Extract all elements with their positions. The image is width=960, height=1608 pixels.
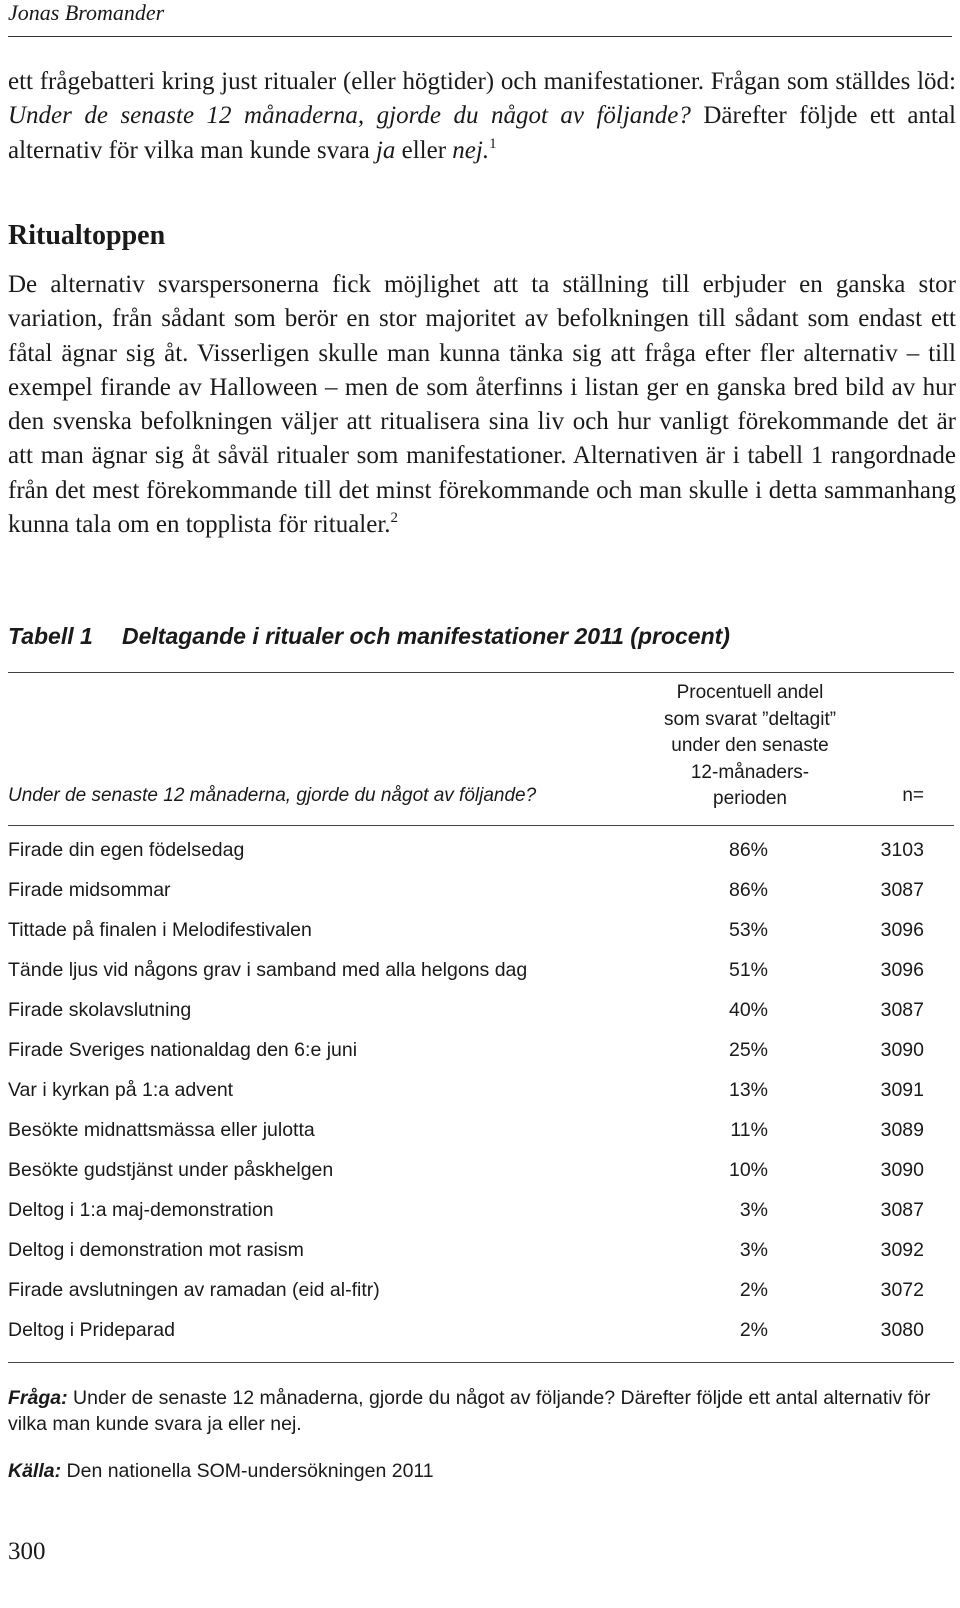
row-n: 3096 bbox=[880, 919, 924, 941]
running-head: Jonas Bromander bbox=[8, 0, 165, 25]
column-header-percent bbox=[640, 680, 860, 813]
row-n: 3087 bbox=[880, 879, 924, 901]
intro-question: Under de senaste 12 månaderna, gjorde du något av följande? bbox=[8, 102, 691, 130]
table-row bbox=[8, 919, 924, 959]
row-percent: 86% bbox=[728, 839, 768, 861]
table-row bbox=[8, 1039, 924, 1079]
table-row bbox=[8, 1199, 924, 1239]
row-percent: 3% bbox=[739, 1239, 768, 1261]
row-label: Firade Sveriges nationaldag den 6:e juni bbox=[8, 1039, 358, 1061]
table-bottom-rule bbox=[8, 1362, 954, 1363]
row-label: Firade midsommar bbox=[8, 879, 171, 901]
column-header-percent-line: som svarat ”deltagit” bbox=[663, 708, 837, 730]
row-n: 3090 bbox=[880, 1039, 924, 1061]
intro-nej: nej. bbox=[452, 136, 490, 164]
row-label: Besökte midnattsmässa eller julotta bbox=[8, 1119, 315, 1141]
table-row bbox=[8, 959, 924, 999]
row-percent: 51% bbox=[728, 959, 768, 981]
row-percent: 86% bbox=[728, 879, 768, 901]
body-paragraph bbox=[8, 268, 956, 542]
row-percent: 25% bbox=[728, 1039, 768, 1061]
row-percent: 3% bbox=[739, 1199, 768, 1221]
row-label: Deltog i 1:a maj-demonstration bbox=[8, 1199, 274, 1221]
header-rule bbox=[8, 36, 952, 37]
table-row bbox=[8, 999, 924, 1039]
body-text: De alternativ svarspersonerna fick möjlighet att ta ställning till erbjuder en ganska stor variation, från sådant som berör en stor majoritet av befolkningen till sådant som endast ett fåtal ägnar sig åt. Visserligen skulle man kunna tänka sig att fråga efter fler alternativ – till exempel firande av Halloween – men de som återfinns i listan ger en ganska bred bild av hur den svenska befolkningen väljer att ritualisera sina liv och hur vanligt förekommande det är att man ägnar sig åt såväl ritualer som manifestationer. Alternativen är i tabell 1 rangordnade från det mest förekommande till det minst förekommande och man skulle i detta sammanhang kunna tala om en topplista för ritualer. bbox=[8, 271, 956, 539]
row-n: 3087 bbox=[880, 1199, 924, 1221]
table-note-source bbox=[8, 1458, 948, 1484]
column-header-n: n= bbox=[902, 785, 924, 806]
footnote-ref-2[interactable]: 2 bbox=[390, 510, 399, 527]
intro-text-c: eller bbox=[395, 136, 453, 164]
intro-text-b: Därefter följde ett antal alternativ för vilka man kunde svara bbox=[8, 102, 956, 164]
row-percent: 2% bbox=[739, 1279, 768, 1301]
footnote-ref-1[interactable]: 1 bbox=[489, 135, 497, 152]
row-n: 3087 bbox=[880, 999, 924, 1021]
row-n: 3096 bbox=[880, 959, 924, 981]
table-row bbox=[8, 1159, 924, 1199]
note-source-label: Källa: bbox=[8, 1460, 62, 1482]
intro-ja: ja bbox=[375, 136, 396, 164]
column-header-percent-line: perioden bbox=[713, 788, 787, 809]
row-percent: 2% bbox=[739, 1319, 768, 1341]
column-header-percent-line: under den senaste bbox=[671, 735, 829, 756]
row-label: Firade skolavslutning bbox=[8, 999, 192, 1021]
note-question-label: Fråga: bbox=[8, 1387, 68, 1409]
table-row bbox=[8, 839, 924, 879]
row-n: 3072 bbox=[880, 1279, 924, 1301]
row-label: Firade din egen födelsedag bbox=[8, 839, 245, 861]
row-n: 3080 bbox=[880, 1319, 924, 1341]
row-n: 3092 bbox=[880, 1239, 924, 1261]
row-label: Deltog i Prideparad bbox=[8, 1319, 175, 1341]
section-heading: Ritualtoppen bbox=[8, 220, 166, 251]
row-n: 3091 bbox=[880, 1079, 924, 1101]
row-label: Deltog i demonstration mot rasism bbox=[8, 1239, 304, 1261]
row-n: 3103 bbox=[880, 839, 924, 861]
note-question-text: Under de senaste 12 månaderna, gjorde du något av följande? Därefter följde ett antal alternativ för vilka man kunde svara ja eller nej. bbox=[8, 1387, 931, 1435]
table-row bbox=[8, 1319, 924, 1359]
row-percent: 40% bbox=[728, 999, 768, 1021]
row-label: Firade avslutningen av ramadan (eid al-fitr) bbox=[8, 1279, 380, 1301]
row-label: Tände ljus vid någons grav i samband med alla helgons dag bbox=[8, 959, 528, 981]
row-percent: 11% bbox=[730, 1119, 768, 1141]
row-label: Besökte gudstjänst under påskhelgen bbox=[8, 1159, 334, 1181]
table-row bbox=[8, 1079, 924, 1119]
table-number: Tabell 1 bbox=[8, 623, 93, 649]
row-n: 3089 bbox=[880, 1119, 924, 1141]
row-percent: 53% bbox=[728, 919, 768, 941]
row-n: 3090 bbox=[880, 1159, 924, 1181]
column-header-percent-line: Procentuell andel bbox=[676, 682, 824, 703]
page-number: 300 bbox=[8, 1538, 46, 1565]
table-top-rule bbox=[8, 672, 954, 673]
row-label: Var i kyrkan på 1:a advent bbox=[8, 1079, 234, 1101]
table-row bbox=[8, 1279, 924, 1319]
row-percent: 13% bbox=[728, 1079, 768, 1101]
column-header-question: Under de senaste 12 månaderna, gjorde du något av följande? bbox=[8, 785, 537, 806]
row-percent: 10% bbox=[728, 1159, 768, 1181]
column-header-percent-line: 12-månaders- bbox=[690, 761, 810, 783]
table-header-rule bbox=[8, 825, 954, 826]
table-row bbox=[8, 1119, 924, 1159]
table-caption bbox=[8, 623, 730, 650]
row-label: Tittade på finalen i Melodifestivalen bbox=[8, 919, 312, 941]
table-note-question bbox=[8, 1385, 948, 1437]
table-title: Deltagande i ritualer och manifestationer 2011 (procent) bbox=[122, 623, 730, 649]
intro-paragraph bbox=[8, 65, 956, 168]
note-source-text: Den nationella SOM-undersökningen 2011 bbox=[61, 1460, 434, 1482]
intro-text: ett frågebatteri kring just ritualer (eller högtider) och manifestationer. Frågan som ställdes löd: bbox=[8, 68, 956, 95]
table-row bbox=[8, 879, 924, 919]
table-row bbox=[8, 1239, 924, 1279]
